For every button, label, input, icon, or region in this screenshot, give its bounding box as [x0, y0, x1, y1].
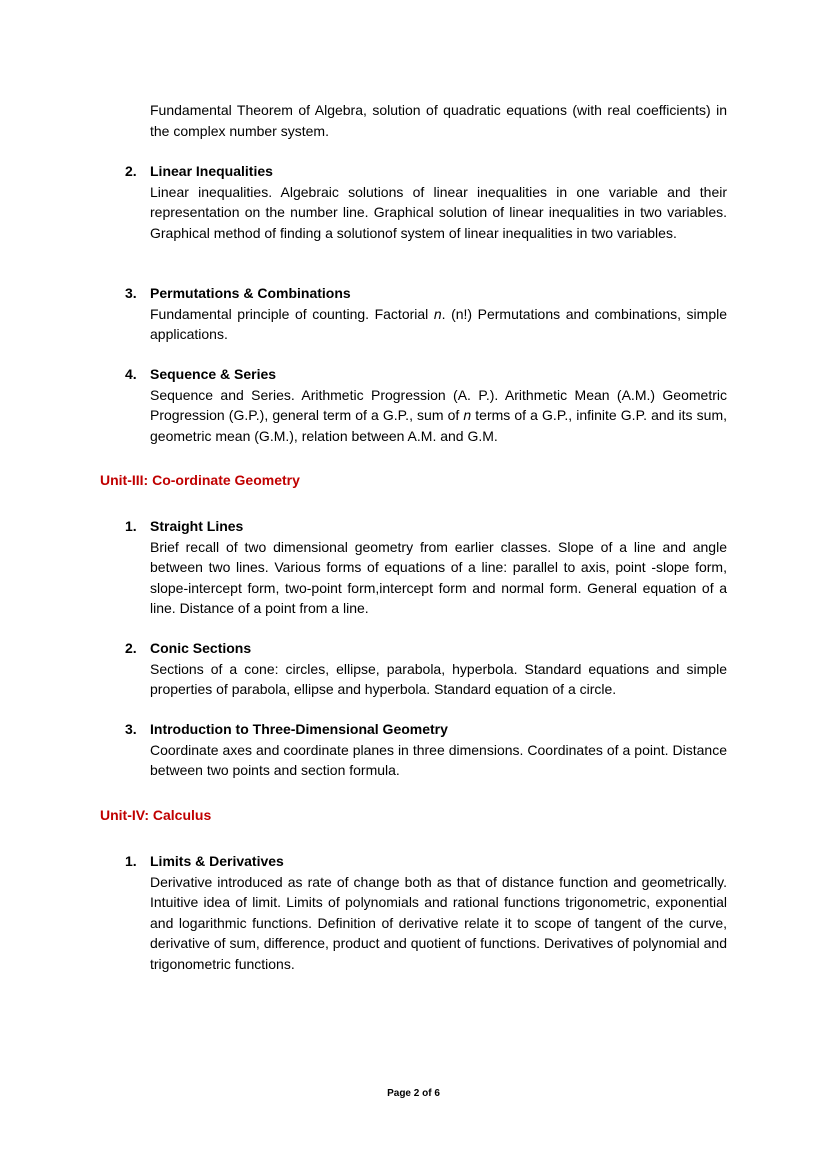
- item-heading: Introduction to Three-Dimensional Geometry: [150, 721, 448, 737]
- italic-variable: n: [433, 305, 442, 322]
- body-text: terms of a G.P., infinite G.P. and its sum, geometric mean (G.M.), relation between A.M. and G.M.: [150, 407, 727, 444]
- list-item-conic-sections: [125, 638, 727, 700]
- item-heading: Permutations & Combinations: [150, 285, 351, 301]
- item-body: [150, 304, 727, 345]
- list-item-straight-lines: [125, 516, 727, 619]
- item-number: 2.: [125, 163, 137, 179]
- list-item-limits-derivatives: [125, 851, 727, 974]
- item-number: 1.: [125, 853, 137, 869]
- item-heading: Sequence & Series: [150, 366, 277, 382]
- unit-heading-coordinate-geometry: Unit-III: Co-ordinate Geometry: [100, 472, 300, 488]
- body-text: Sequence and Series. Arithmetic Progression (A. P.). Arithmetic Mean (A.M.) Geometric Progression (G.P.), general term of a G.P., sum of: [150, 386, 727, 423]
- item-number: 3.: [125, 721, 137, 737]
- item-number: 4.: [125, 366, 137, 382]
- italic-variable: n: [463, 407, 472, 423]
- item-heading: Conic Sections: [150, 640, 252, 656]
- item-heading: Straight Lines: [150, 518, 244, 534]
- list-item-permutations: [125, 283, 727, 345]
- list-item-3d-geometry: [125, 719, 727, 781]
- item-body: Coordinate axes and coordinate planes in three dimensions. Coordinates of a point. Distance between two points and section formula.: [150, 741, 727, 778]
- item-number: 3.: [125, 285, 137, 301]
- item-number: 1.: [125, 518, 137, 534]
- list-item-sequence-series: [125, 364, 727, 446]
- list-item-linear-inequalities: [125, 161, 727, 243]
- item-body: Sections of a cone: circles, ellipse, parabola, hyperbola. Standard equations and simple properties of parabola, ellipse and hyperbola. Standard equation of a circle.: [150, 660, 727, 697]
- item-heading: Limits & Derivatives: [150, 853, 284, 869]
- item-body: Linear inequalities. Algebraic solutions of linear inequalities in one variable and their representation on the number line. Graphical solution of linear inequalities in two variables. Graphical method of finding a solutionof system of linear inequalities in two variables.: [150, 183, 727, 241]
- body-text: . (n!) Permutations and combinations, simple applications.: [150, 305, 728, 342]
- item-heading: Linear Inequalities: [150, 163, 273, 179]
- page-number-footer: Page 2 of 6: [387, 1088, 440, 1099]
- continued-paragraph: Fundamental Theorem of Algebra, solution of quadratic equations (with real coefficients) in the complex number system.: [150, 102, 727, 139]
- body-text: Fundamental principle of counting. Factorial: [150, 305, 434, 322]
- unit-heading-calculus: Unit-IV: Calculus: [100, 807, 212, 823]
- item-body: [150, 385, 727, 447]
- item-body: Derivative introduced as rate of change both as that of distance function and geometrically. Intuitive idea of limit. Limits of polynomials and rational functions trigonometric, exponential and logarithmic functions. Definition of derivative relate it to scope of tangent of the curve, derivative of sum, difference, product and quotient of functions. Derivatives of polynomial and trigonometric functions.: [150, 873, 727, 972]
- item-body: Brief recall of two dimensional geometry from earlier classes. Slope of a line and angle between two lines. Various forms of equations of a line: parallel to axis, point -slope form, slope-intercept form, two-point form,intercept form and normal form. General equation of a line. Distance of a point from a line.: [150, 538, 727, 616]
- item-number: 2.: [125, 640, 137, 656]
